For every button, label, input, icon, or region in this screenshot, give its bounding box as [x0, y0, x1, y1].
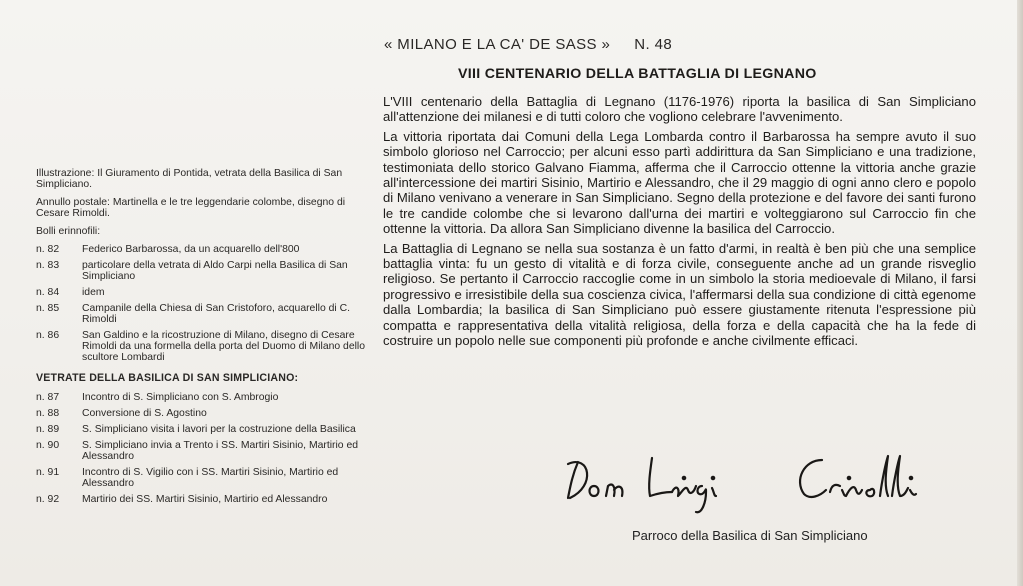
list-item — [36, 392, 366, 403]
item-number: n. 91 — [36, 467, 60, 478]
item-text: Incontro di S. Simpliciano con S. Ambrogio — [82, 392, 279, 403]
page-edge — [1017, 0, 1023, 586]
paragraph: La Battaglia di Legnano se nella sua sostanza è un fatto d'armi, in realtà è ben più che una semplice battaglia vinta: fu un gesto di vitalità e di forza civile, conseguente anche ad un grande risveglio religioso. Se pertanto il Carroccio raccoglie come in un simbolo la storia medioevale di Milano, il farsi progressivo e irresistibile della sua coscienza civica, l'affermarsi della sua condizione di città egenome dalla Lombardia; la basilica di San Simpliciano può essere giustamente ritenuta l'espressione più compatta e rappresentativa della vitalità religiosa, della forza e della capacità che ha la fede di costruire un popolo nelle sue componenti più profonde e anche civilmente efficaci. — [383, 240, 976, 349]
postmark-caption: Annullo postale: Martinella e le tre leggendarie colombe, disegno di Cesare Rimoldi. — [36, 197, 346, 219]
illustration-caption: Illustrazione: Il Giuramento di Pontida, vetrata della Basilica di San Simpliciano. — [36, 168, 343, 190]
handwritten-signature — [560, 440, 960, 520]
item-text: S. Simpliciano visita i lavori per la costruzione della Basilica — [82, 424, 356, 435]
item-text: Martirio dei SS. Martiri Sisinio, Martirio ed Alessandro — [82, 494, 328, 505]
item-number: n. 90 — [36, 440, 60, 451]
item-number: n. 82 — [36, 244, 60, 255]
paragraph: La vittoria riportata dai Comuni della Lega Lombarda contro il Barbarossa ha sempre avuto il suo simbolo glorioso nel Carroccio; per alcuni esso partì addirittura da San Simpliciano e una tradizione, testimoniata dello storico Galvano Fiamma, afferma che il Carroccio ottenne la vittoria anche grazie all'intercessione dei martiri Sisinio, Martirio e Alessandro, che il 29 maggio di ogni anno clero e popolo di Milano venivano a venerare in San Simpliciano. Segno della protezione e del favore dei santi furono le tre candide colombe che si levarono dall'urna dei martiri e volteggiarono sul Carroccio fin che ottenne la vittoria. Da allora San Simpliciano divenne la basilica del Carroccio. — [383, 128, 976, 237]
item-text: San Galdino e la ricostruzione di Milano, disegno di Cesare Rimoldi da una formella della porta del Duomo di Milano dello scultore Lombardi — [82, 330, 366, 363]
list-item — [36, 494, 366, 505]
vetrate-heading: VETRATE DELLA BASILICA DI SAN SIMPLICIANO: — [36, 372, 299, 384]
page-title: VIII CENTENARIO DELLA BATTAGLIA DI LEGNANO — [458, 66, 817, 82]
series-header — [384, 36, 864, 53]
item-text: Incontro di S. Vigilio con i SS. Martiri Sisinio, Martirio ed Alessandro — [82, 467, 339, 489]
item-number: n. 89 — [36, 424, 60, 435]
sidebar-notes — [36, 168, 366, 510]
item-number: n. 88 — [36, 408, 60, 419]
item-number: n. 83 — [36, 260, 60, 271]
bolli-list — [36, 244, 366, 363]
item-text: S. Simpliciano invia a Trento i SS. Martiri Sisinio, Martirio ed Alessandro — [82, 440, 359, 462]
list-item — [36, 260, 366, 282]
bolli-heading: Bolli erinnofili: — [36, 226, 101, 237]
list-item — [36, 287, 366, 298]
item-text: Federico Barbarossa, da un acquarello dell'800 — [82, 244, 300, 255]
signature-drawing — [560, 440, 960, 520]
paragraph: L'VIII centenario della Battaglia di Legnano (1176-1976) riporta la basilica di San Simpliciano all'attenzione dei milanesi e di tutti coloro che vogliono celebrare l'avvenimento. — [383, 94, 976, 125]
main-text — [383, 94, 976, 353]
item-number: n. 87 — [36, 392, 60, 403]
item-number: n. 92 — [36, 494, 60, 505]
item-number: n. 86 — [36, 330, 60, 341]
list-item — [36, 244, 366, 255]
item-text: idem — [82, 287, 105, 298]
issue-number: N. 48 — [634, 36, 673, 53]
item-number: n. 85 — [36, 303, 60, 314]
list-item — [36, 303, 366, 325]
item-text: Campanile della Chiesa di San Cristoforo, acquarello di C. Rimoldi — [82, 303, 350, 325]
list-item — [36, 330, 366, 363]
list-item — [36, 424, 366, 435]
series-name: « MILANO E LA CA' DE SASS » — [384, 36, 611, 53]
signer-role: Parroco della Basilica di San Simpliciano — [632, 528, 868, 543]
item-text: Conversione di S. Agostino — [82, 408, 207, 419]
item-number: n. 84 — [36, 287, 60, 298]
list-item — [36, 467, 366, 489]
vetrate-list — [36, 392, 366, 505]
list-item — [36, 440, 366, 462]
item-text: particolare della vetrata di Aldo Carpi nella Basilica di San Simpliciano — [82, 260, 348, 282]
list-item — [36, 408, 366, 419]
